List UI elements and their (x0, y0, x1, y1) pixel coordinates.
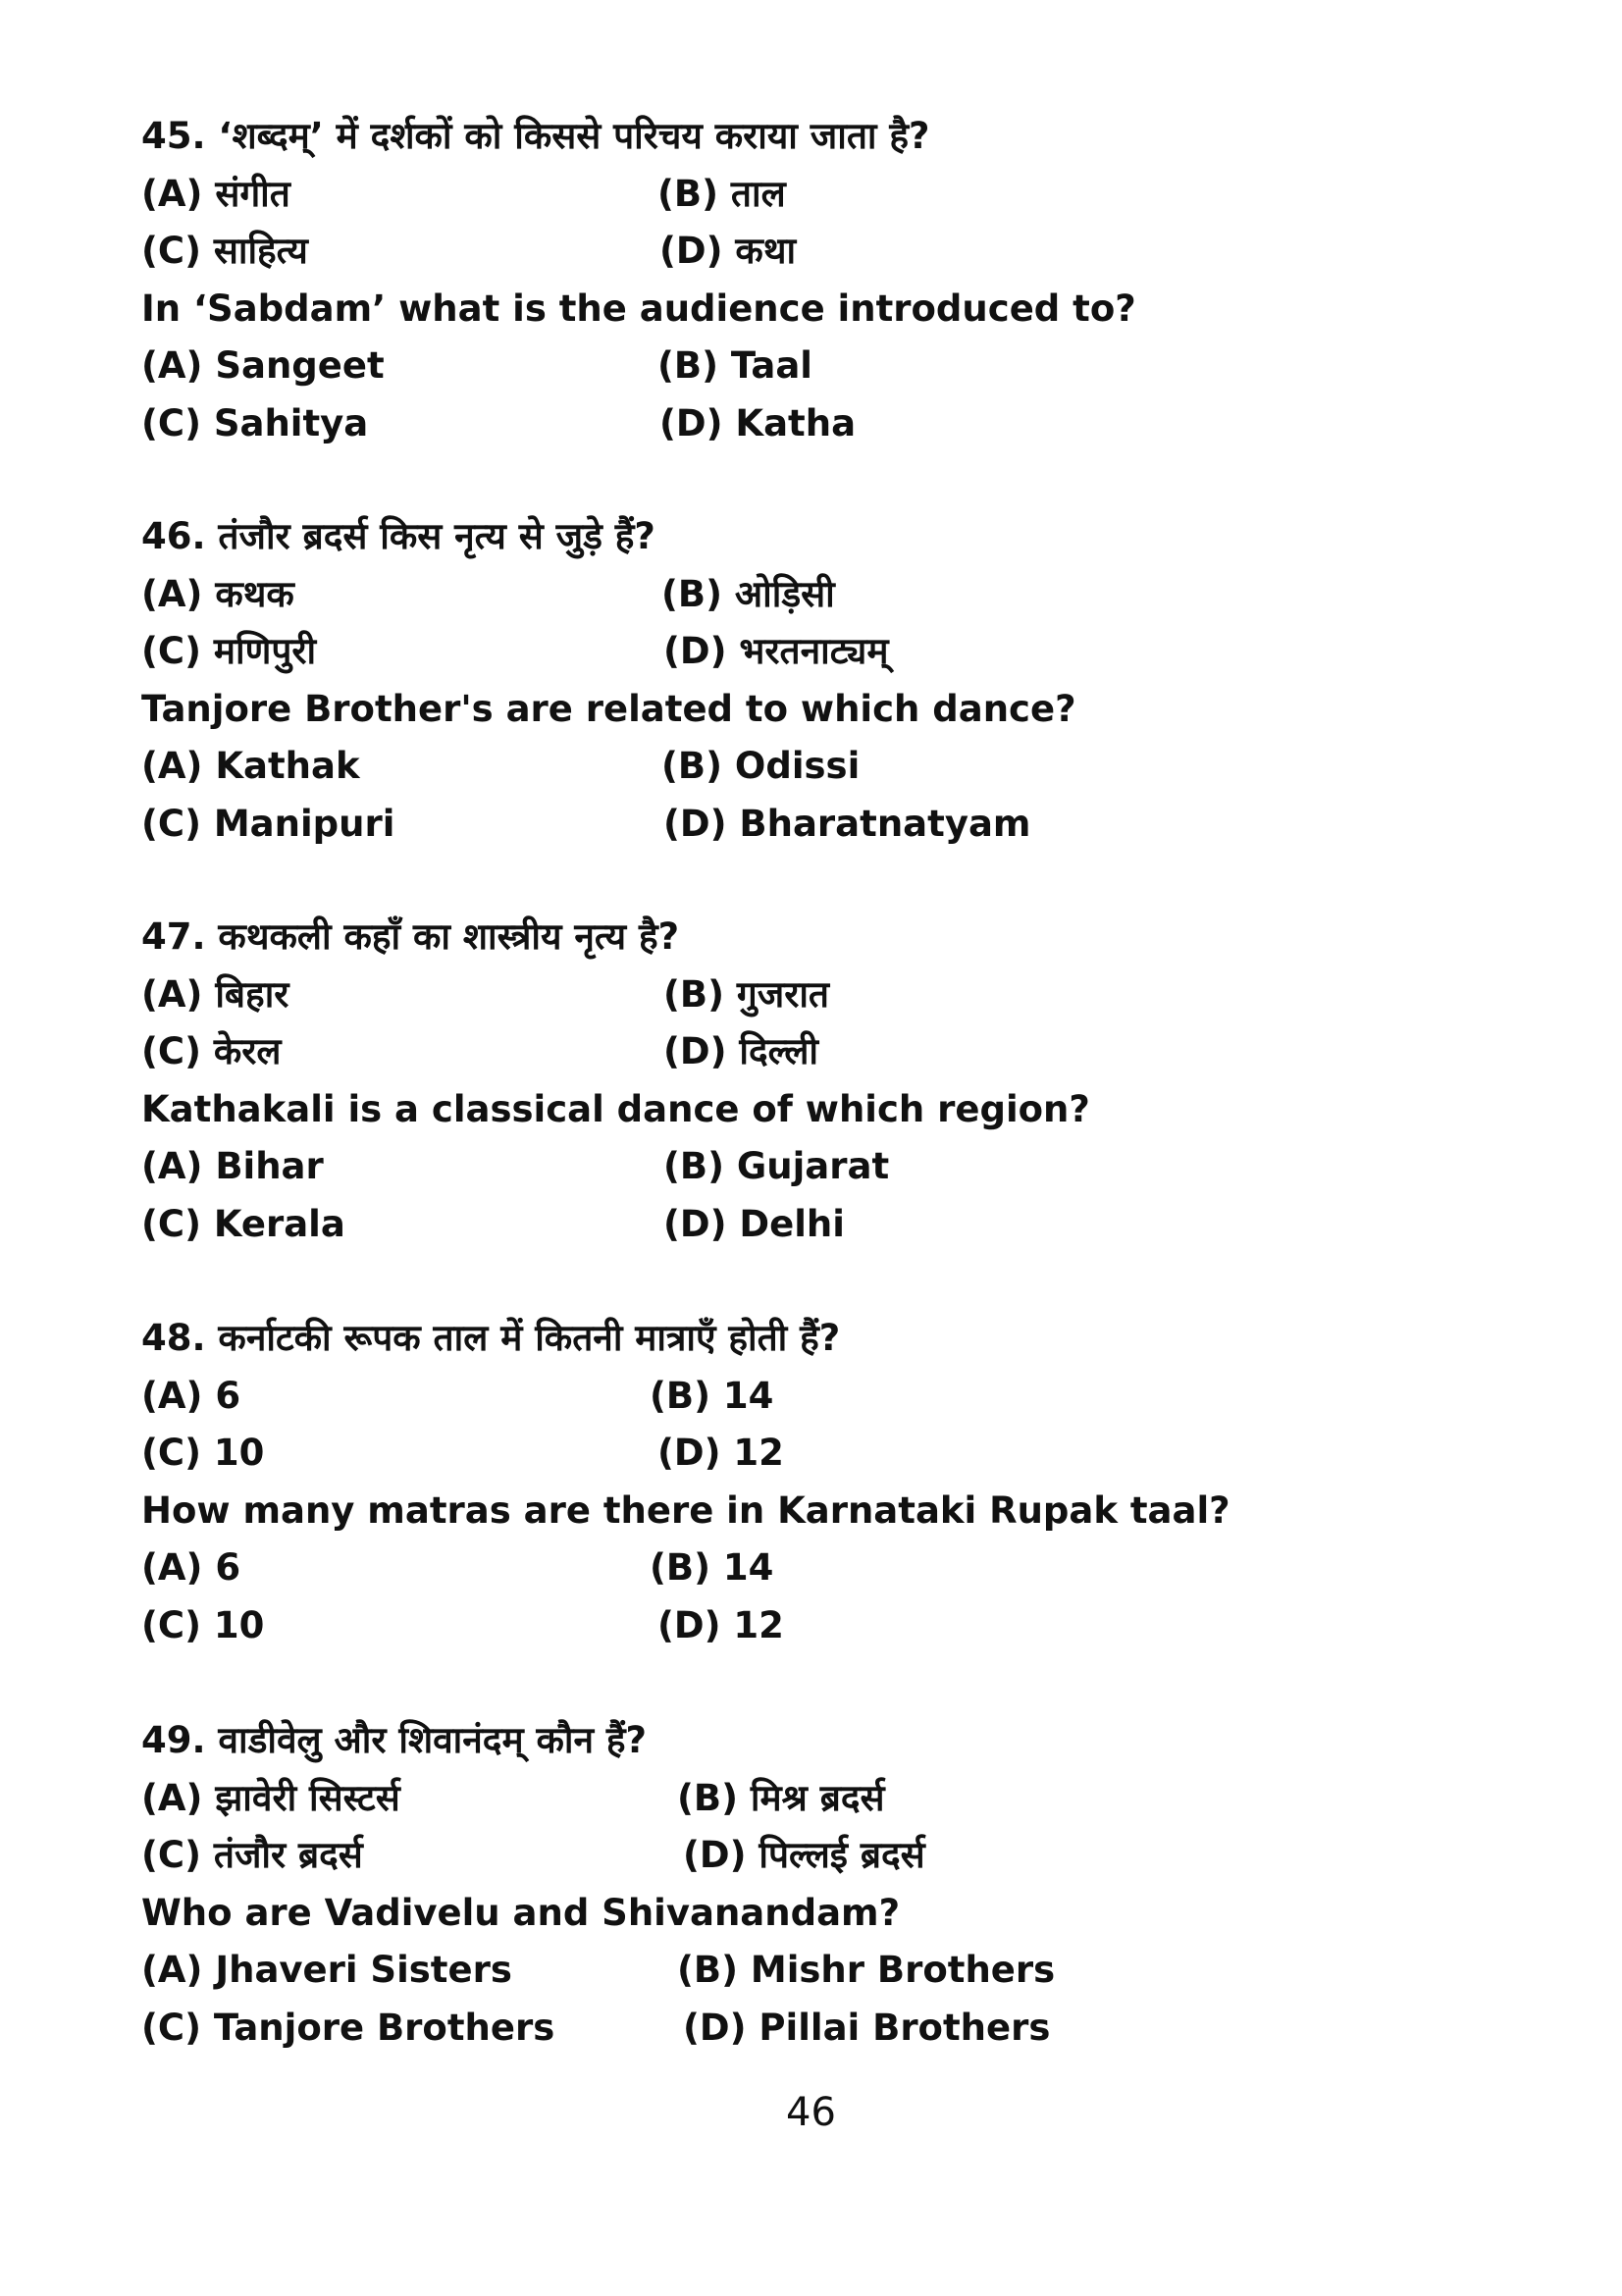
option-row (141, 1196, 1515, 1254)
option: (C) मणिपुरी (141, 630, 317, 672)
option: (B) Mishr Brothers (677, 1949, 1056, 1991)
option-row (141, 1827, 1515, 1885)
option: (A) 6 (141, 1374, 241, 1417)
option: (D) Katha (659, 401, 857, 444)
option-row (141, 1539, 1515, 1597)
question-block (141, 909, 1515, 1253)
question-english: Tanjore Brother's are related to which dance? (141, 687, 1076, 730)
option: (C) Kerala (141, 1202, 345, 1245)
option-row (141, 1368, 1515, 1426)
option: (B) ताल (657, 172, 786, 215)
option: (D) पिल्लई ब्रदर्स (683, 1834, 925, 1876)
option: (D) Delhi (663, 1202, 845, 1245)
question-english: Who are Vadivelu and Shivanandam? (141, 1891, 901, 1934)
option: (B) मिश्र ब्रदर्स (677, 1776, 885, 1819)
option: (B) Odissi (661, 745, 861, 787)
question-block (141, 508, 1515, 853)
option-row (141, 796, 1515, 854)
option-row (141, 1597, 1515, 1655)
question-block (141, 1712, 1515, 2057)
option: (A) Kathak (141, 745, 360, 787)
option: (C) Manipuri (141, 802, 395, 845)
option: (A) 6 (141, 1546, 241, 1589)
option: (D) दिल्ली (663, 1030, 819, 1072)
option: (A) Sangeet (141, 344, 385, 387)
option: (A) Jhaveri Sisters (141, 1949, 512, 1991)
option-row (141, 1023, 1515, 1081)
option: (C) Tanjore Brothers (141, 2006, 555, 2049)
question-hindi: 47. कथकली कहाँ का शास्त्रीय नृत्य है? (141, 915, 680, 958)
question-hindi: 46. तंजौर ब्रदर्स किस नृत्य से जुड़े हैं? (141, 515, 655, 557)
option: (B) 14 (650, 1546, 774, 1589)
option: (A) Bihar (141, 1145, 324, 1187)
option: (B) 14 (650, 1374, 774, 1417)
option: (C) साहित्य (141, 230, 308, 272)
option-row (141, 395, 1515, 453)
page-number: 46 (786, 2090, 836, 2135)
option: (C) तंजौर ब्रदर्स (141, 1834, 363, 1876)
option: (D) Bharatnatyam (663, 802, 1031, 845)
option: (A) झावेरी सिस्टर्स (141, 1776, 400, 1819)
option-row (141, 1942, 1515, 2000)
option: (D) कथा (659, 230, 797, 272)
question-english: In ‘Sabdam’ what is the audience introduced to? (141, 287, 1136, 330)
option-row (141, 1425, 1515, 1483)
option-row (141, 566, 1515, 624)
option-row (141, 166, 1515, 224)
question-hindi: 49. वाडीवेलु और शिवानंदम् कौन हैं? (141, 1719, 647, 1761)
option: (C) 10 (141, 1432, 265, 1474)
option: (B) गुजरात (663, 972, 829, 1016)
option-row (141, 1138, 1515, 1196)
option: (A) संगीत (141, 172, 290, 215)
option: (D) 12 (657, 1432, 784, 1474)
option-row (141, 338, 1515, 395)
option: (C) केरल (141, 1030, 282, 1072)
question-hindi: 45. ‘शब्दम्’ में दर्शकों को किससे परिचय कराया जाता है? (141, 115, 930, 157)
question-english: Kathakali is a classical dance of which region? (141, 1087, 1090, 1130)
option: (A) कथक (141, 572, 294, 615)
option: (A) बिहार (141, 972, 289, 1016)
option: (B) ओड़िसी (661, 572, 835, 615)
option: (C) 10 (141, 1603, 265, 1646)
option: (D) भरतनाट्यम् (663, 630, 889, 672)
option-row (141, 2000, 1515, 2058)
question-block (141, 1310, 1515, 1654)
option-row (141, 623, 1515, 681)
option: (D) 12 (657, 1603, 784, 1646)
option-row (141, 738, 1515, 796)
option: (B) Gujarat (663, 1145, 890, 1187)
question-block (141, 108, 1515, 452)
option-row (141, 223, 1515, 281)
option: (C) Sahitya (141, 401, 369, 444)
question-english: How many matras are there in Karnataki Rupak taal? (141, 1488, 1230, 1532)
option: (B) Taal (657, 344, 812, 387)
question-hindi: 48. कर्नाटकी रूपक ताल में कितनी मात्राएँ होती हैं? (141, 1317, 841, 1359)
option: (D) Pillai Brothers (683, 2006, 1051, 2049)
option-row (141, 966, 1515, 1024)
option-row (141, 1770, 1515, 1828)
